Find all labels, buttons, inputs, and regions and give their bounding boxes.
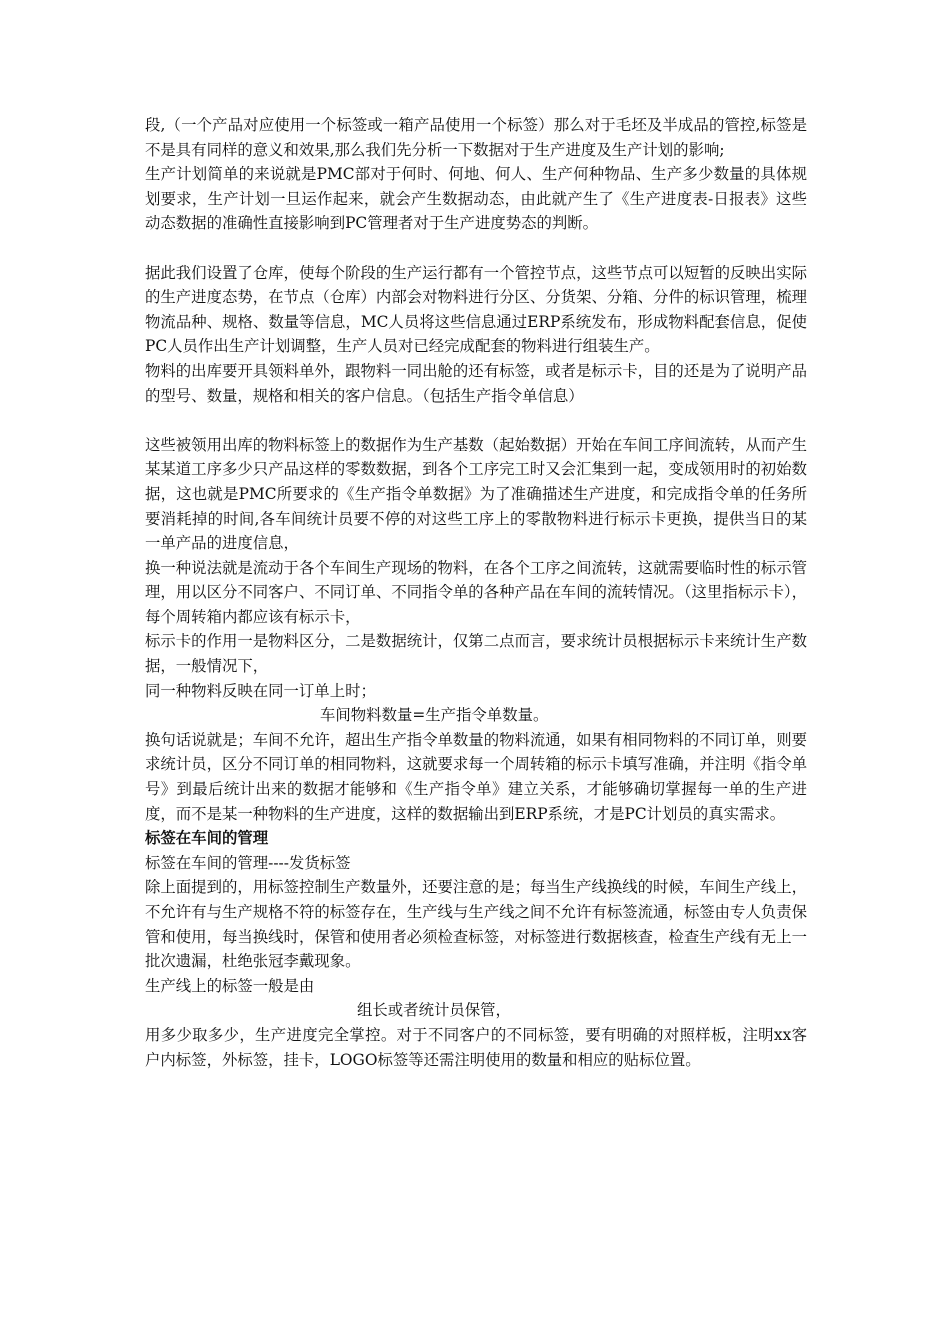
- blank-line: [145, 408, 807, 433]
- paragraph: 段,（一个产品对应使用一个标签或一箱产品使用一个标签）那么对于毛坯及半成品的管控,标签是不是具有同样的意义和效果,那么我们先分析一下数据对于生产进度及生产计划的影响;: [145, 116, 807, 159]
- indented-line: 组长或者统计员保管，: [357, 1001, 511, 1020]
- document-body: [145, 113, 807, 1072]
- paragraph: 同一种物料反映在同一订单上时；: [145, 681, 376, 700]
- paragraph: 标签在车间的管理----发货标签: [145, 853, 351, 872]
- paragraph: 这些被领用出库的物料标签上的数据作为生产基数（起始数据）开始在车间工序间流转，从而产生某某道工序多少只产品这样的零数数据，到各个工序完工时又会汇集到一起，变成领用时的初始数据，这也就是PMC所要求的《生产指令单数据》为了准确描述生产进度，和完成指令单的任务所要消耗掉的时间,各车间统计员要不停的对这些工序上的零散物料进行标示卡更换，提供当日的某一单产品的进度信息，: [145, 435, 807, 553]
- paragraph: 据此我们设置了仓库，使每个阶段的生产运行都有一个管控节点，这些节点可以短暂的反映出实际的生产进度态势，在节点（仓库）内部会对物料进行分区、分货架、分箱、分件的标识管理，梳理物流品种、规格、数量等信息，MC人员将这些信息通过ERP系统发布，形成物料配套信息，促使PC人员作出生产计划调整，生产人员对已经完成配套的物料进行组装生产。: [145, 263, 807, 356]
- paragraph: 生产计划简单的来说就是PMC部对于何时、何地、何人、生产何种物品、生产多少数量的具体规划要求，生产计划一旦运作起来，就会产生数据动态，由此就产生了《生产进度表-日报表》这些动态数据的准确性直接影响到PC管理者对于生产进度势态的判断。: [145, 165, 807, 233]
- paragraph: 用多少取多少，生产进度完全掌控。对于不同客户的不同标签，要有明确的对照样板，注明xx客户内标签，外标签，挂卡，LOGO标签等还需注明使用的数量和相应的贴标位置。: [145, 1025, 807, 1069]
- paragraph: 除上面提到的，用标签控制生产数量外，还要注意的是；每当生产线换线的时候，车间生产线上，不允许有与生产规格不符的标签存在，生产线与生产线之间不允许有标签流通，标签由专人负责保管和使用，每当换线时，保管和使用者必须检查标签，对标签进行数据核查，检查生产线有无上一批次遗漏，杜绝张冠李戴现象。: [145, 878, 807, 971]
- paragraph: 换句话说就是；车间不允许，超出生产指令单数量的物料流通，如果有相同物料的不同订单，则要求统计员，区分不同订单的相同物料，这就要求每一个周转箱的标示卡填写准确，并注明《指令单号》到最后统计出来的数据才能够和《生产指令单》建立关系，才能够确切掌握每一单的生产进度，而不是某一种物料的生产进度，这样的数据输出到ERP系统，才是PC计划员的真实需求。: [145, 730, 807, 823]
- section-heading: 标签在车间的管理: [145, 829, 269, 848]
- blank-line: [145, 236, 807, 261]
- paragraph: 生产线上的标签一般是由: [145, 976, 315, 995]
- paragraph: 换一种说法就是流动于各个车间生产现场的物料，在各个工序之间流转，这就需要临时性的标示管理，用以区分不同客户、不同订单、不同指令单的各种产品在车间的流转情况。（这里指标示卡），每个周转箱内都应该有标示卡，: [145, 558, 807, 626]
- paragraph: 标示卡的作用一是物料区分，二是数据统计，仅第二点而言，要求统计员根据标示卡来统计生产数据，一般情况下，: [145, 632, 807, 676]
- paragraph: 物料的出库要开具领料单外，跟物料一同出舱的还有标签，或者是标示卡，目的还是为了说明产品的型号、数量，规格和相关的客户信息。（包括生产指令单信息）: [145, 361, 807, 405]
- formula-line: 车间物料数量=生产指令单数量。: [320, 706, 549, 725]
